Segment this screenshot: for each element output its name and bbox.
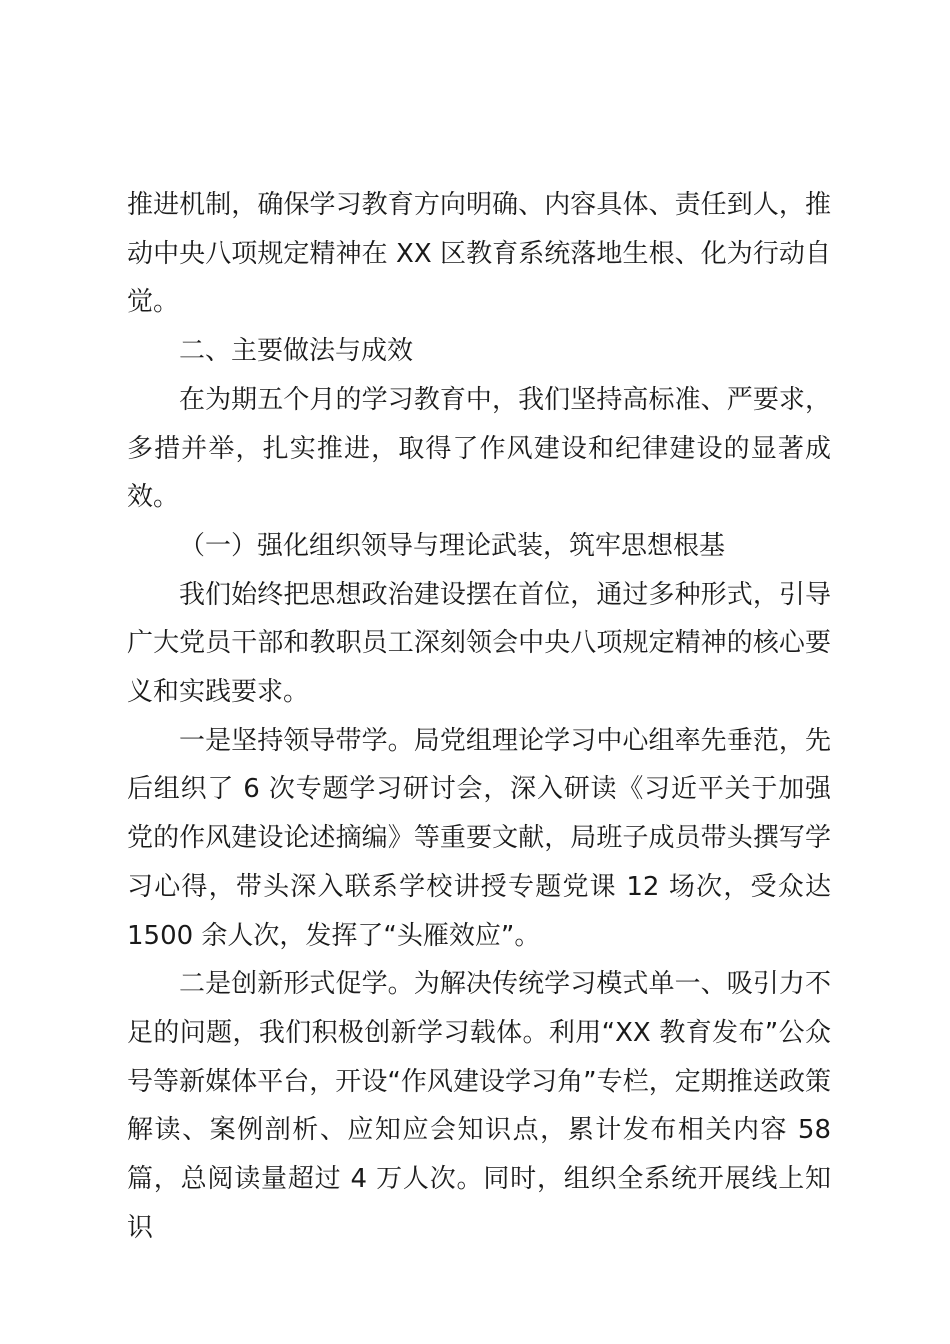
paragraph-intro: 在为期五个月的学习教育中，我们坚持高标准、严要求，多措并举，扎实推进，取得了作风建设和纪律建设的显著成效。 [127,384,831,513]
paragraph-innovative-study: 二是创新形式促学。为解决传统学习模式单一、吸引力不足的问题，我们积极创新学习载体。利用“XX 教育发布”公众号等新媒体平台，开设“作风建设学习角”专栏，定期推送政策解读、案例剖析、应知应会知识点，累计发布相关内容 58 篇，总阅读量超过 4 万人次。同时，组织全系统开展线上知识 [127,969,831,1243]
document-body [127,181,831,1252]
section-heading-main-practices: 二、主要做法与成效 [179,336,414,367]
paragraph-ideology: 我们始终把思想政治建设摆在首位，通过多种形式，引导广大党员干部和教职员工深刻领会中央八项规定精神的核心要义和实践要求。 [127,579,831,708]
paragraph-leadership-study: 一是坚持领导带学。局党组理论学习中心组率先垂范，先后组织了 6 次专题学习研讨会，深入研读《习近平关于加强党的作风建设论述摘编》等重要文献，局班子成员带头撰写学习心得，带头深入联系学校讲授专题党课 12 场次，受众达 1500 余人次，发挥了“头雁效应”。 [127,725,831,951]
subsection-heading-organization: （一）强化组织领导与理论武装，筑牢思想根基 [179,530,726,561]
paragraph-continuation: 推进机制，确保学习教育方向明确、内容具体、责任到人，推动中央八项规定精神在 XX 区教育系统落地生根、化为行动自觉。 [127,190,831,318]
